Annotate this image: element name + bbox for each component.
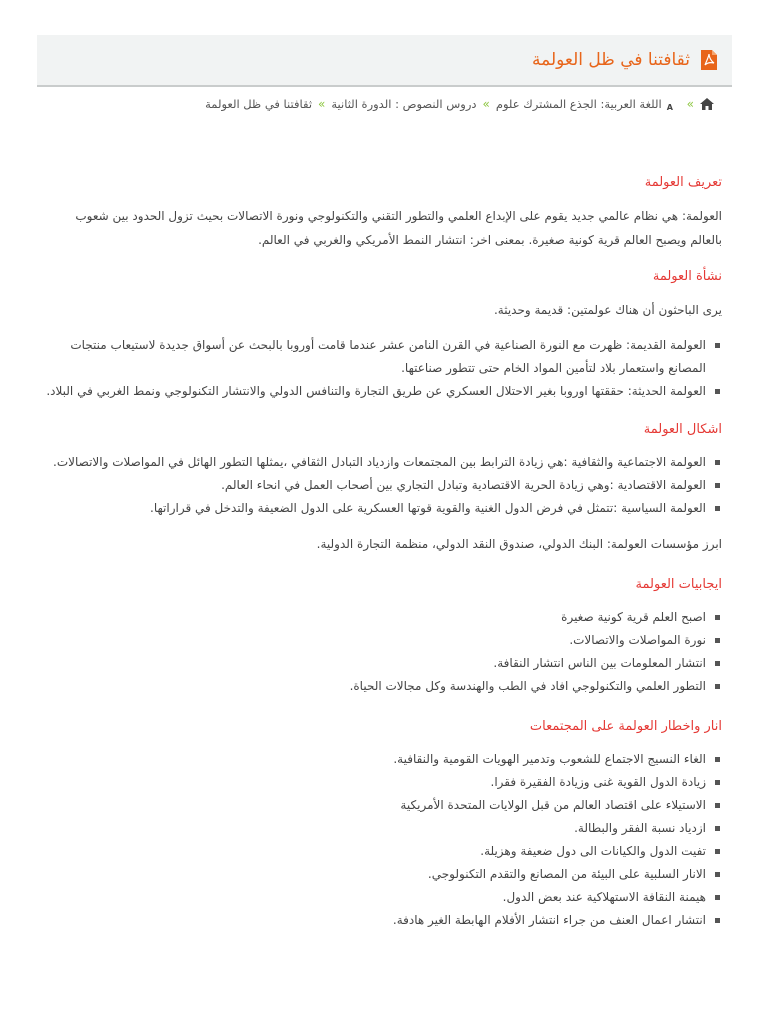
list-item: الاستيلاء على اقتصاد العالم من قبل الولايات المتحدة الأمريكية (42, 794, 722, 817)
list-item: العولمة القديمة: ظهرت مع النورة الصناعية في القرن النامن عشر عندما قامت أوروبا بالبحث عن أسواق جديدة لاستيعاب منتجات المصانع واستعمار بلاد لتأمين المواد الخام حتى تتطور صناعتها. (42, 334, 722, 380)
list-item: زيادة الدول القوية غنى وزيادة الفقيرة فقرا. (42, 771, 722, 794)
list-item: الانار السلبية على البيئة من المصانع والتقدم التكنولوجي. (42, 863, 722, 886)
page-title: ثقافتنا في ظل العولمة (532, 50, 690, 70)
origin-list (42, 334, 722, 403)
article-content (42, 172, 722, 944)
list-item: ازدياد نسبة الفقر والبطالة. (42, 817, 722, 840)
list-item: اصبح العلم قرية كونية صغيرة (42, 606, 722, 629)
origin-intro: يرى الباحثون أن هناك عولمتين: قديمة وحديثة. (493, 303, 722, 317)
breadcrumb-item-current: ثقافتنا في ظل العولمة (205, 97, 313, 111)
breadcrumb-item-lessons[interactable]: دروس النصوص : الدورة الثانية (331, 97, 477, 111)
home-icon[interactable] (700, 98, 714, 110)
institutions-text: ابرز مؤسسات العولمة: البنك الدولي، صندوق النقد الدولي، منظمة التجارة الدولية. (316, 537, 722, 551)
breadcrumb-separator: » (482, 97, 490, 111)
breadcrumb (205, 97, 714, 111)
heading-origin: نشأة العولمة (652, 269, 722, 284)
translate-icon[interactable] (666, 97, 681, 111)
pdf-icon[interactable] (700, 49, 718, 71)
list-item: هيمنة النقافة الاستهلاكية عند بعض الدول. (42, 886, 722, 909)
breadcrumb-separator: » (318, 97, 326, 111)
list-item: العولمة الاقتصادية :وهي زيادة الحرية الاقتصادية وتبادل التجاري بين أصحاب العمل في انحاء العالم. (42, 474, 722, 497)
list-item: انتشار اعمال العنف من جراء انتشار الأفلام الهابطة الغير هادفة. (42, 909, 722, 932)
breadcrumb-item-subject[interactable]: اللغة العربية: الجذع المشترك علوم (495, 97, 662, 111)
list-item: التطور العلمي والتكنولوجي افاد في الطب والهندسة وكل مجالات الحياة. (42, 675, 722, 698)
dangers-list (42, 748, 722, 932)
list-item: نورة المواصلات والاتصالات. (42, 629, 722, 652)
heading-positives: ايجابيات العولمة (635, 577, 722, 592)
title-bar (37, 35, 732, 87)
list-item: تفيت الدول والكيانات الى دول ضعيفة وهزيلة. (42, 840, 722, 863)
heading-definition: تعريف العولمة (644, 175, 722, 190)
svg-text:A: A (666, 103, 673, 111)
list-item: العولمة الاجتماعية والثقافية :هي زيادة الترابط بين المجتمعات وازدياد التبادل الثقافي ،يمثلها التطور الهائل في المواصلات والاتصالات. (42, 451, 722, 474)
positives-list (42, 606, 722, 698)
list-item: العولمة السياسية :تتمثل في فرض الدول الغنية والقوية قوتها العسكرية على الدول الضعيفة والتدخل في قراراتها. (42, 497, 722, 520)
definition-text: العولمة: هي نظام عالمي جديد يقوم على الإبداع العلمي والتطور التقني والتكنولوجي ونورة الاتصالات بحيث تزول الحدود بين شعوب بالعالم ويصبح العالم قرية كونية صغيرة. بمعنى اخر: انتشار النمط الأمريكي والغربي في العالم. (75, 209, 722, 247)
breadcrumb-separator: » (686, 97, 694, 111)
heading-forms: اشكال العولمة (643, 422, 722, 437)
list-item: الغاء النسيج الاجتماع للشعوب وتدمير الهويات القومية والنقافية. (42, 748, 722, 771)
list-item: انتشار المعلومات بين الناس انتشار النقافة. (42, 652, 722, 675)
list-item: العولمة الحديثة: حققتها اوروبا بغير الاحتلال العسكري عن طريق التجارة والتنافس الدولي والانتشار التكنولوجي ونمط الغربي في البلاد. (42, 380, 722, 403)
heading-dangers: انار واخطار العولمة على المجتمعات (529, 719, 722, 734)
forms-list (42, 451, 722, 520)
